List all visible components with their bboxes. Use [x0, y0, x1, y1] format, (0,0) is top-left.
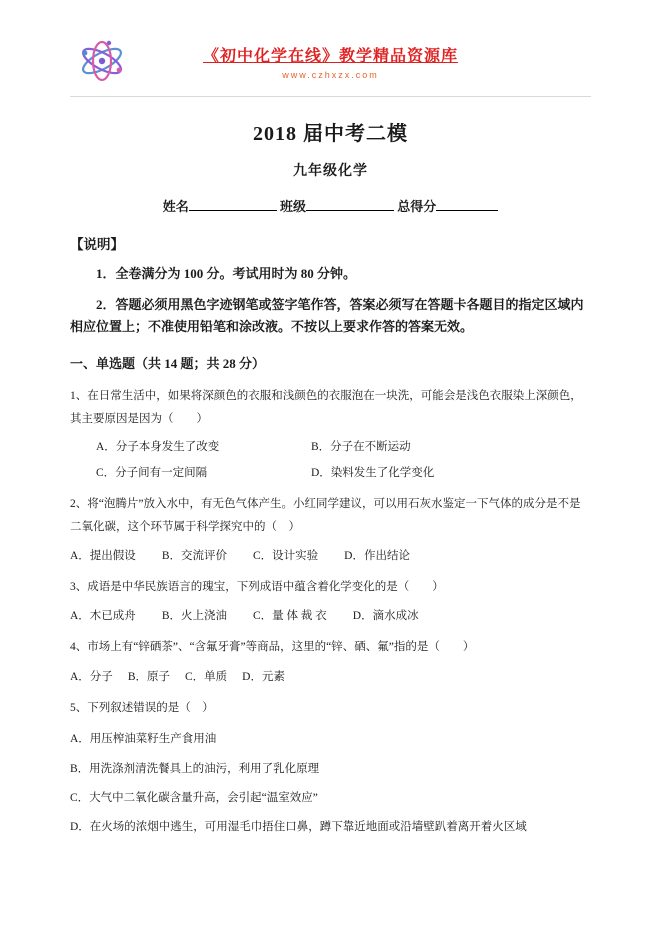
option-b: B．原子 [127, 670, 170, 683]
option-b: B．火上浇油 [161, 610, 227, 623]
question-stem: 1、在日常生活中，如果将深颜色的衣服和浅颜色的衣服泡在一块洗，可能会是浅色衣服染上深颜色，其主要原因是因为（ ） [70, 390, 582, 425]
option-a: A．用压榨油菜籽生产食用油 [70, 733, 217, 746]
option-c: C．单质 [184, 670, 228, 683]
score-blank[interactable] [436, 197, 498, 211]
option-b: B．用洗涤剂清洗餐具上的油污，利用了乳化原理 [70, 762, 320, 775]
exam-subject: 九年级化学 [293, 164, 368, 179]
question-2 [70, 493, 591, 563]
question-options [96, 438, 591, 480]
option-b: B．交流评价 [161, 550, 227, 562]
score-label: 总得分 [397, 199, 437, 214]
option-a: A．提出假设 [70, 550, 136, 562]
name-line [70, 196, 591, 215]
brand-url-link[interactable]: www.czhxzx.com [282, 69, 379, 80]
question-3 [70, 576, 591, 623]
notice-heading: 【说明】 [70, 237, 124, 252]
option-b: B．分子在不断运动 [311, 441, 411, 454]
question-options [70, 730, 591, 837]
option-d: D．元素 [242, 670, 285, 683]
question-options [70, 607, 591, 623]
notice-item-1: 1．全卷满分为 100 分。考试用时为 80 分钟。 [96, 266, 357, 281]
question-stem: 3、成语是中华民族语言的瑰宝，下列成语中蕴含着化学变化的是（ ） [70, 581, 444, 593]
option-a: A．木已成舟 [70, 610, 136, 623]
notice-item-2: 2．答题必须用黑色字迹钢笔或签字笔作答，答案必须写在答题卡各题目的指定区域内相应位置上；不准使用铅笔和涂改液。不按以上要求作答的答案无效。 [70, 297, 584, 334]
question-options [70, 547, 591, 563]
brand-title: 《初中化学在线》教学精品资源库 [202, 47, 458, 65]
atom-logo-icon [76, 36, 128, 86]
option-c: C．大气中二氧化碳含量升高，会引起“温室效应” [70, 792, 318, 805]
name-blank[interactable] [189, 197, 277, 211]
option-d: D．滴水成冰 [352, 610, 419, 623]
class-blank[interactable] [306, 197, 394, 211]
question-1 [70, 385, 591, 480]
question-5 [70, 697, 591, 837]
name-label: 姓名 [162, 199, 189, 214]
option-c: C．分子间有一定间隔 [96, 467, 208, 480]
option-d: D．作出结论 [344, 550, 410, 562]
option-a: A．分子 [70, 670, 113, 683]
section-title: 一、单选题（共 14 题；共 28 分） [70, 356, 266, 372]
question-stem: 4、市场上有“锌硒茶”、“含氟牙膏”等商品，这里的“锌、硒、氟”指的是（ ） [70, 641, 475, 654]
class-label: 班级 [279, 199, 306, 214]
option-d: D．染料发生了化学变化 [311, 467, 435, 480]
question-4 [70, 636, 591, 683]
option-a: A．分子本身发生了改变 [96, 441, 220, 454]
question-stem: 2、将“泡腾片”放入水中，有无色气体产生。小红同学建议，可以用石灰水鉴定一下气体的成分是不是二氧化碳，这个环节属于科学探究中的（ ） [70, 498, 581, 533]
option-d: D．在火场的浓烟中逃生，可用湿毛巾捂住口鼻，蹲下靠近地面或沿墙壁趴着离开着火区域 [70, 821, 527, 834]
exam-title: 2018 届中考二模 [253, 123, 408, 145]
option-c: C．量 体 裁 衣 [252, 610, 327, 623]
notice [70, 233, 591, 337]
brand-block [128, 43, 533, 80]
header [70, 28, 591, 97]
question-stem: 5、下列叙述错误的是（ ） [70, 701, 214, 714]
option-c: C．设计实验 [252, 550, 319, 562]
question-options [70, 668, 591, 684]
